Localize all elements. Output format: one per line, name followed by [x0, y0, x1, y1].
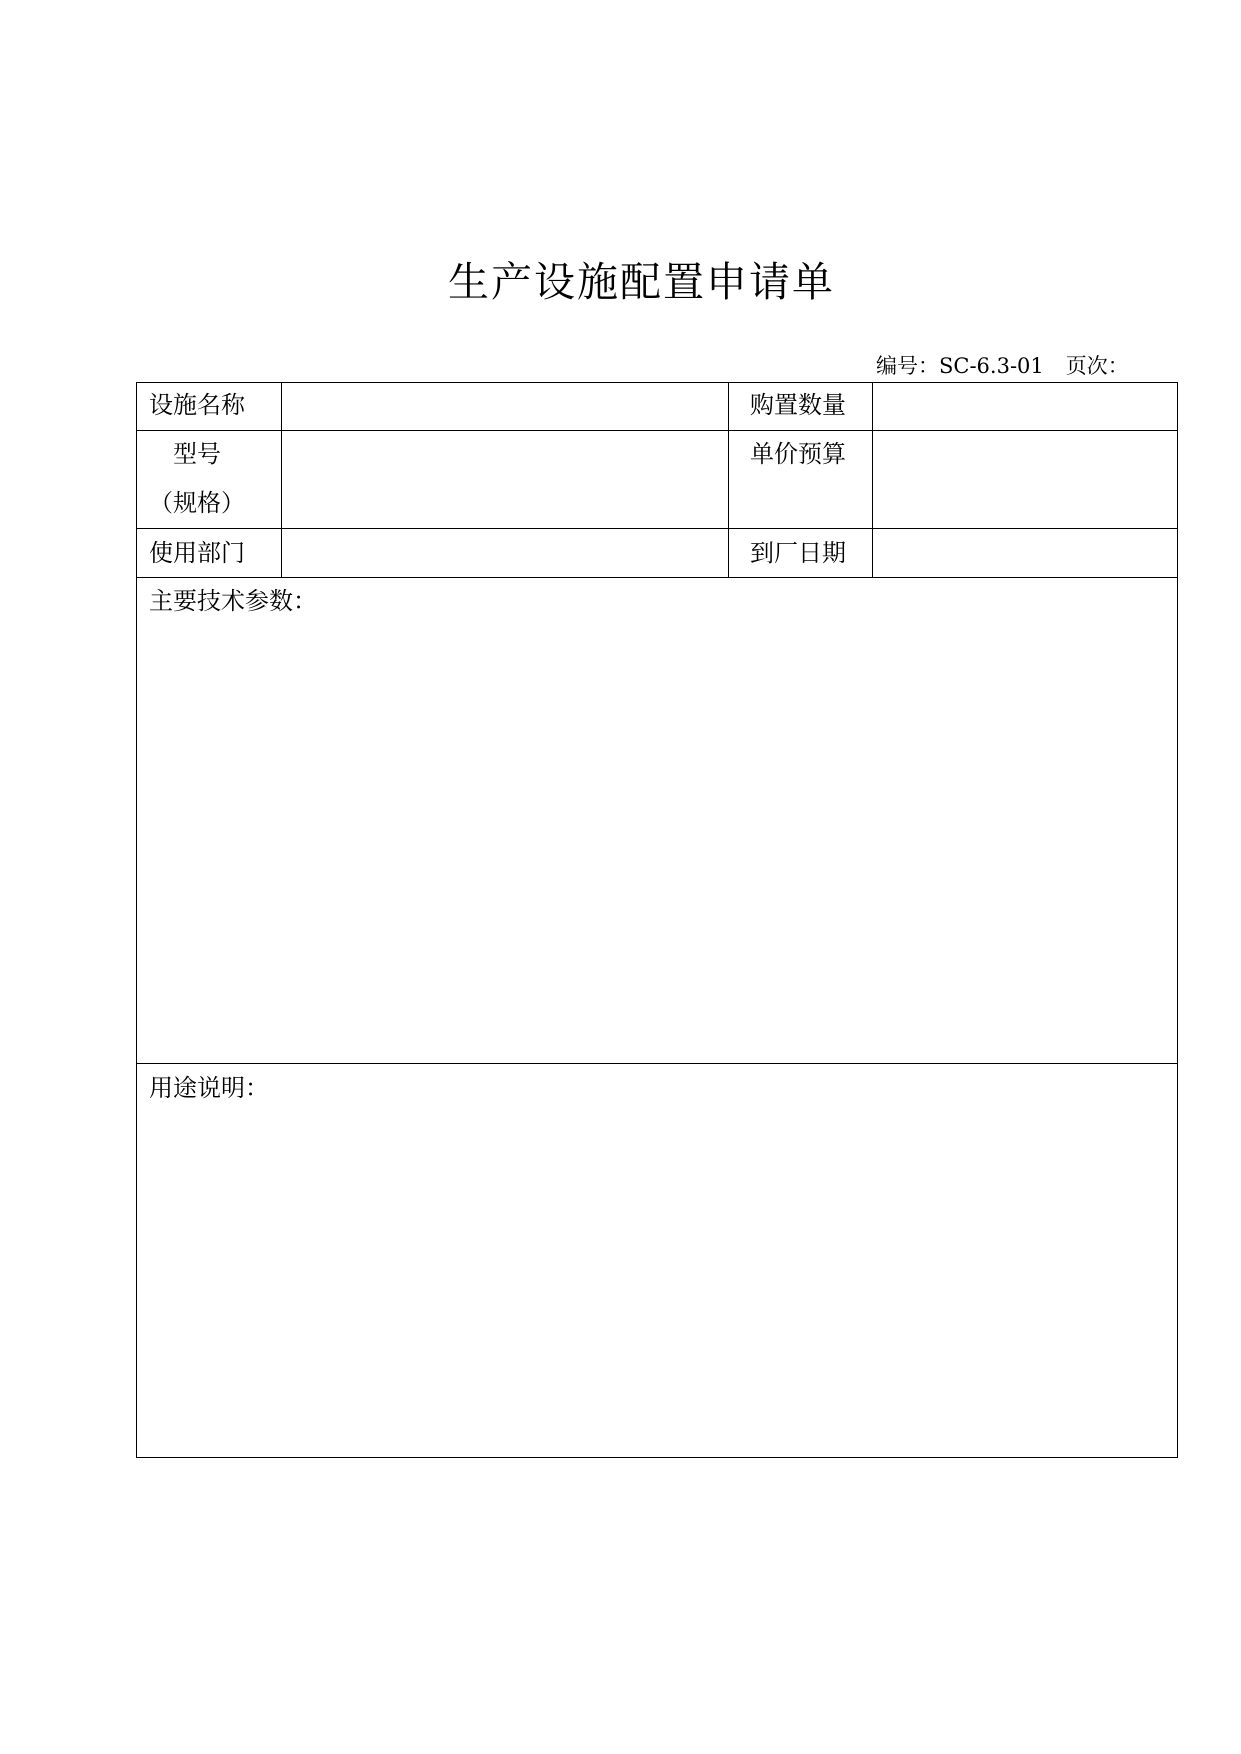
using-department-label: 使用部门	[149, 539, 245, 567]
row-divider	[137, 430, 1177, 431]
purchase-quantity-label: 购置数量	[750, 391, 846, 419]
tech-params-label: 主要技术参数：	[149, 587, 317, 615]
doc-number-value: SC-6.3-01	[939, 354, 1044, 378]
arrival-date-label: 到厂日期	[750, 539, 846, 567]
page-number-label: 页次：	[1065, 354, 1129, 378]
specification-label: （规格）	[149, 489, 245, 517]
row-divider	[137, 577, 1177, 578]
arrival-date-field[interactable]	[887, 537, 1167, 569]
column-divider	[728, 383, 729, 577]
column-divider	[872, 383, 873, 577]
unit-price-budget-field[interactable]	[887, 441, 1167, 521]
column-divider	[281, 383, 282, 577]
purchase-quantity-field[interactable]	[887, 389, 1167, 421]
using-department-field[interactable]	[297, 537, 717, 569]
page-title: 生产设施配置申请单	[448, 258, 835, 306]
facility-name-label: 设施名称	[149, 391, 245, 419]
facility-name-field[interactable]	[297, 389, 717, 421]
model-label: 型号	[173, 440, 221, 468]
section-divider	[137, 1063, 1177, 1064]
unit-price-budget-label: 单价预算	[750, 440, 846, 468]
row-divider	[137, 528, 1177, 529]
tech-params-field[interactable]	[149, 623, 1164, 1053]
model-field[interactable]	[297, 441, 717, 521]
application-form-table	[136, 382, 1178, 1458]
usage-description-label: 用途说明：	[149, 1074, 269, 1102]
document-number	[876, 352, 1129, 380]
usage-description-field[interactable]	[149, 1111, 1164, 1446]
doc-number-label: 编号：	[876, 354, 939, 378]
